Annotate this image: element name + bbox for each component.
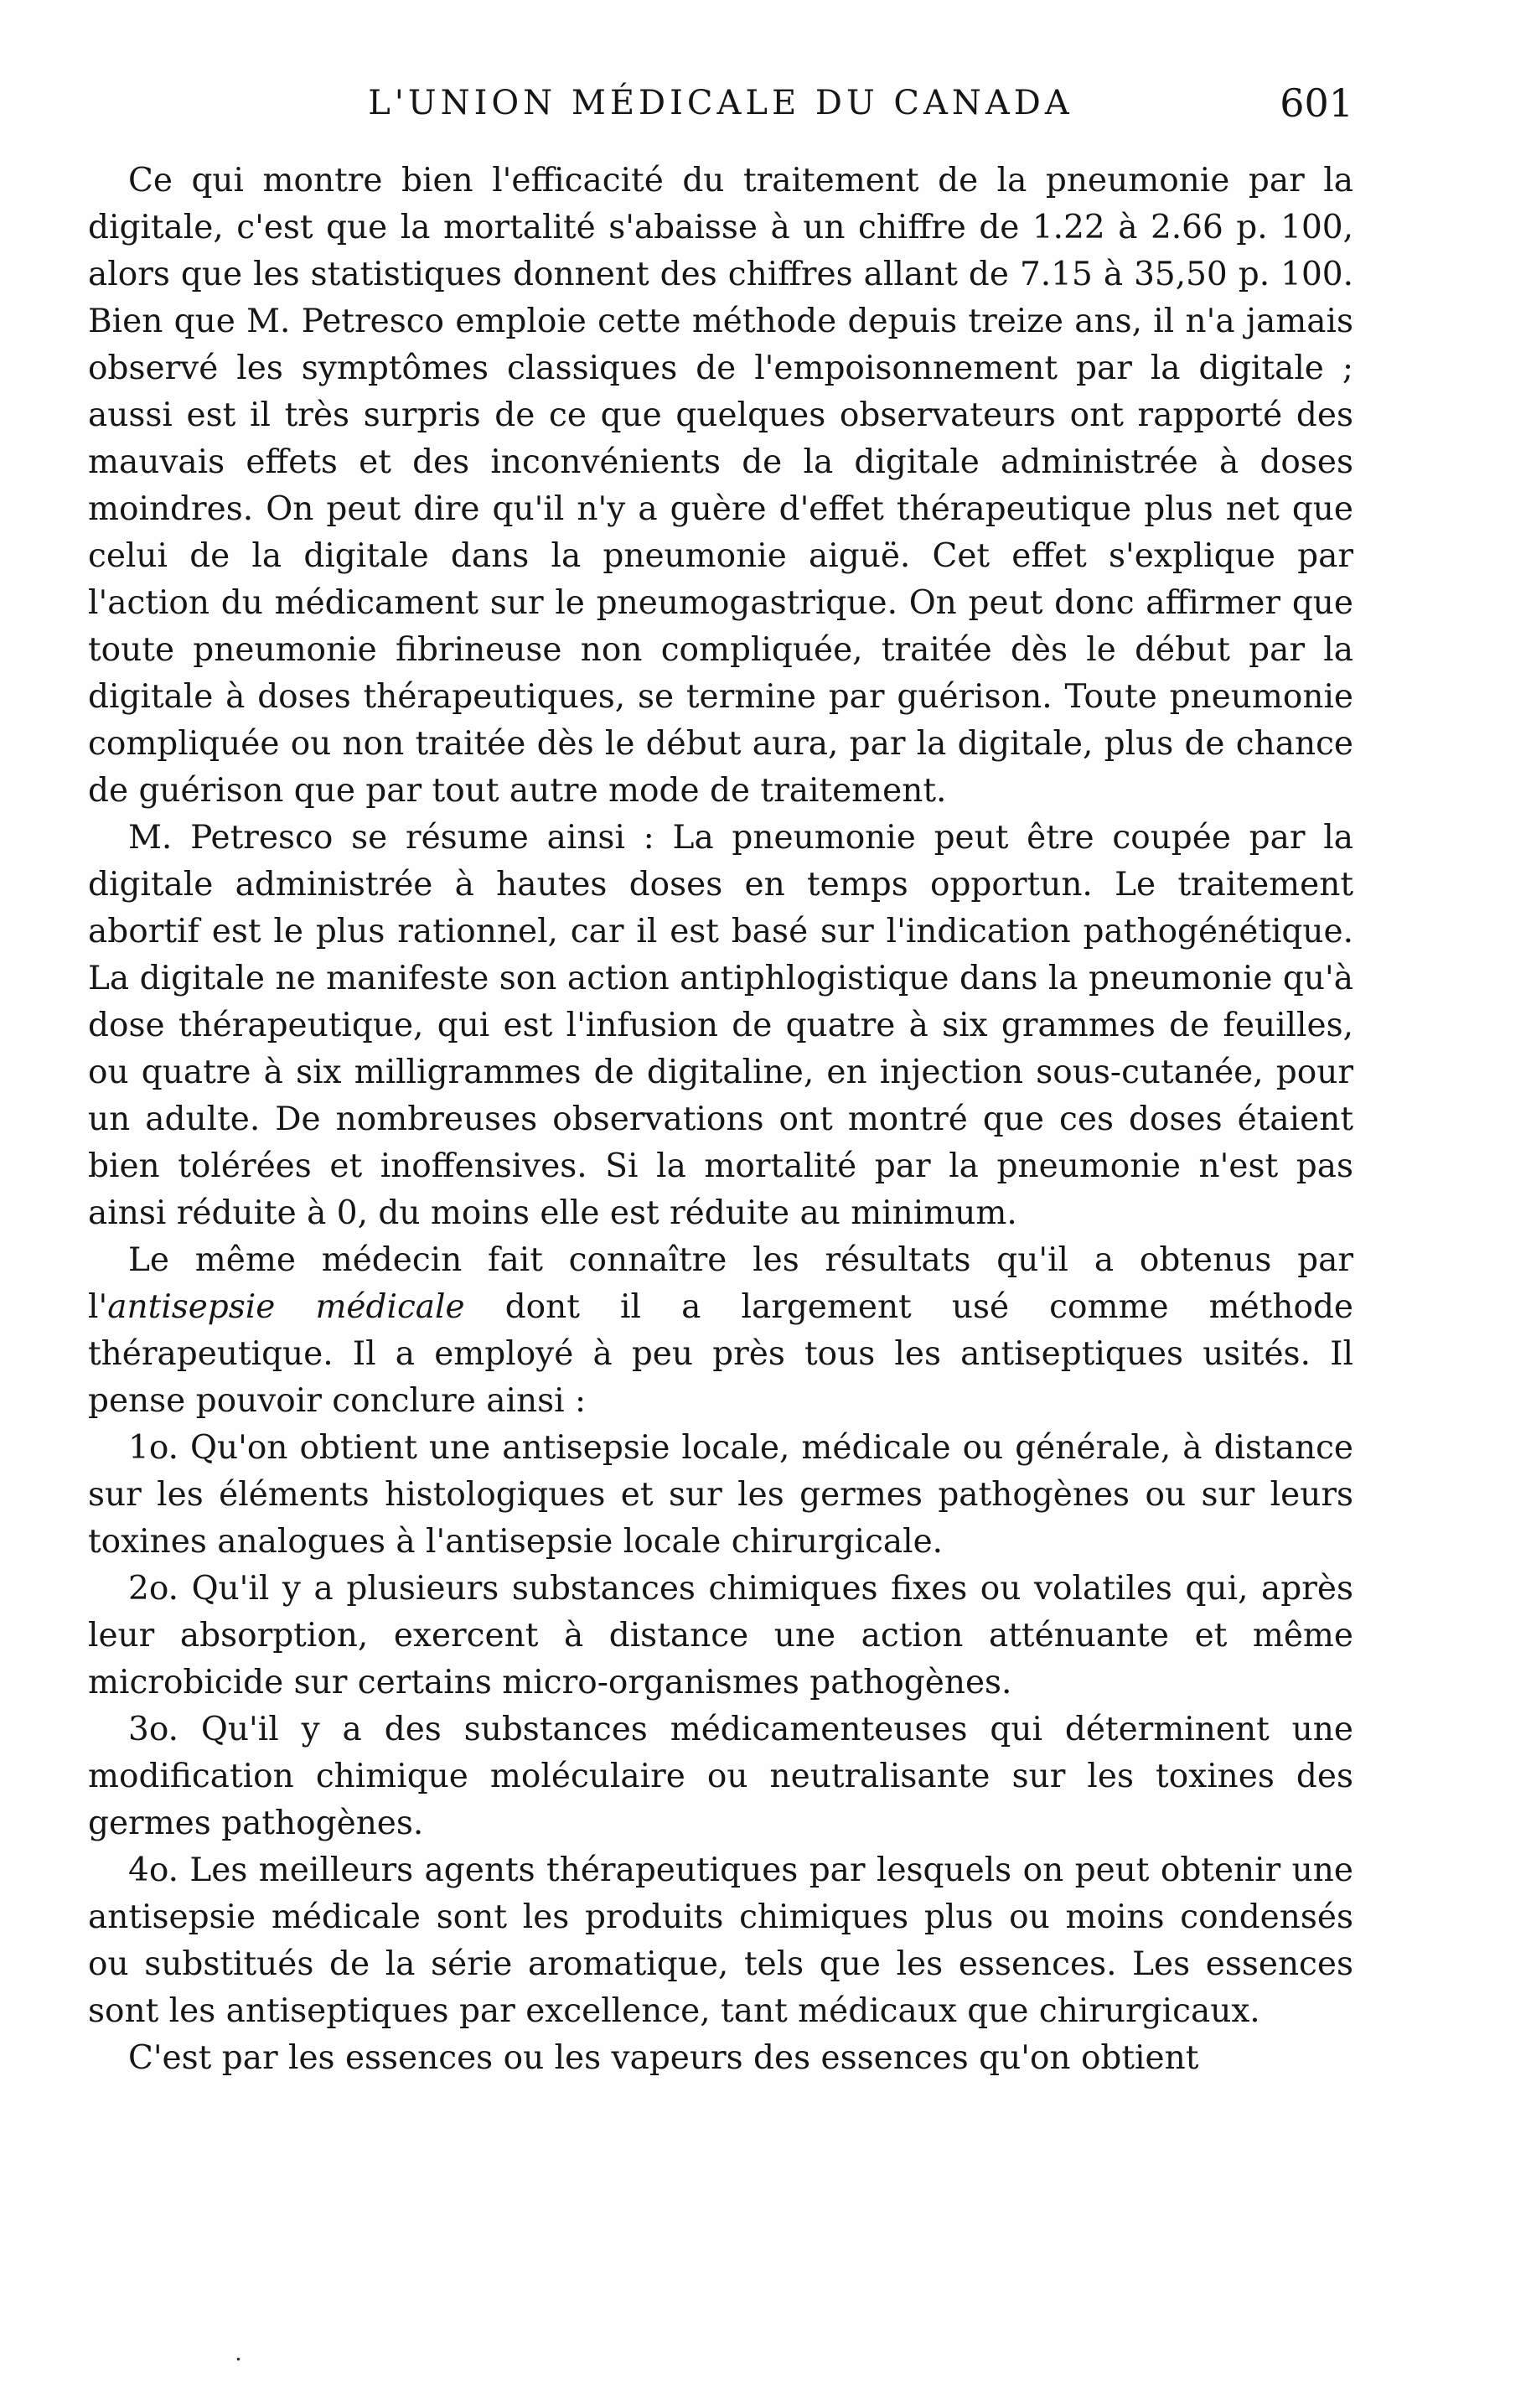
paragraph-text-before: Le même médecin fait connaître les résultats qu'il a obtenus par l' <box>88 1241 1353 1326</box>
paragraph-text-after: dont il a largement usé comme méthode thérapeutique. Il a employé à peu près tous les antiseptiques usités. Il pense pouvoir conclure ainsi : <box>88 1288 1354 1420</box>
stray-mark: . <box>235 2338 242 2366</box>
paragraph-antisepsie-medicale <box>88 1237 1353 1425</box>
conclusion-item-4: 4o. Les meilleurs agents thérapeutiques par lesquels on peut obtenir une antisepsie médicale sont les produits chimiques plus ou moins condensés ou substitués de la série aromatique, tels que les essences. Les essences sont les antiseptiques par excellence, tant médicaux que chirurgicaux. <box>88 1851 1353 2030</box>
closing-line: C'est par les essences ou les vapeurs des essences qu'on obtient <box>128 2039 1199 2077</box>
running-head <box>88 74 1353 132</box>
paragraph-digitale-efficacy: Ce qui montre bien l'efficacité du traitement de la pneumonie par la digitale, c'est que la mortalité s'abaisse à un chiffre de 1.22 à 2.66 p. 100, alors que les statistiques donnent des chiffres allant de 7.15 à 35,50 p. 100. Bien que M. Petresco emploie cette méthode depuis treize ans, il n'a jamais observé les symptômes classiques de l'empoisonnement par la digitale ; aussi est il très surpris de ce que quelques observateurs ont rapporté des mauvais effets et des inconvénients de la digitale administrée à doses moindres. On peut dire qu'il n'y a guère d'effet thérapeutique plus net que celui de la digitale dans la pneumonie aiguë. Cet effet s'explique par l'action du médicament sur le pneumogastrique. On peut donc affirmer que toute pneumonie fibrineuse non compliquée, traitée dès le début par la digitale à doses thérapeutiques, se termine par guérison. Toute pneumonie compliquée ou non traitée dès le début aura, par la digitale, plus de chance de guérison que par tout autre mode de traitement. <box>88 162 1353 810</box>
conclusion-item-2: 2o. Qu'il y a plusieurs substances chimiques fixes ou volatiles qui, après leur absorption, exercent à distance une action atténuante et même microbicide sur certains micro-organismes pathogènes. <box>88 1570 1353 1701</box>
conclusion-item-3: 3o. Qu'il y a des substances médicamenteuses qui déterminent une modification chimique moléculaire ou neutralisante sur les toxines des germes pathogènes. <box>88 1711 1353 1842</box>
conclusion-item-1: 1o. Qu'on obtient une antisepsie locale, médicale ou générale, à distance sur les éléments histologiques et sur les germes pathogènes ou sur leurs toxines analogues à l'antisepsie locale chirurgicale. <box>88 1429 1353 1561</box>
journal-title: L'UNION MÉDICALE DU CANADA <box>368 84 1073 122</box>
page-number: 601 <box>1280 80 1353 126</box>
body-text <box>88 158 1353 2082</box>
paragraph-petresco-summary: M. Petresco se résume ainsi : La pneumonie peut être coupée par la digitale administrée à hautes doses en temps opportun. Le traitement abortif est le plus rationnel, car il est basé sur l'indication pathogénétique. La digitale ne manifeste son action antiphlogistique dans la pneumonie qu'à dose thérapeutique, qui est l'infusion de quatre à six grammes de feuilles, ou quatre à six milligrammes de digitaline, en injection sous-cutanée, pour un adulte. De nombreuses observations ont montré que ces doses étaient bien tolérées et inoffensives. Si la mortalité par la pneumonie n'est pas ainsi réduite à 0, du moins elle est réduite au minimum. <box>88 819 1353 1232</box>
italic-term: antisepsie médicale <box>107 1288 465 1326</box>
